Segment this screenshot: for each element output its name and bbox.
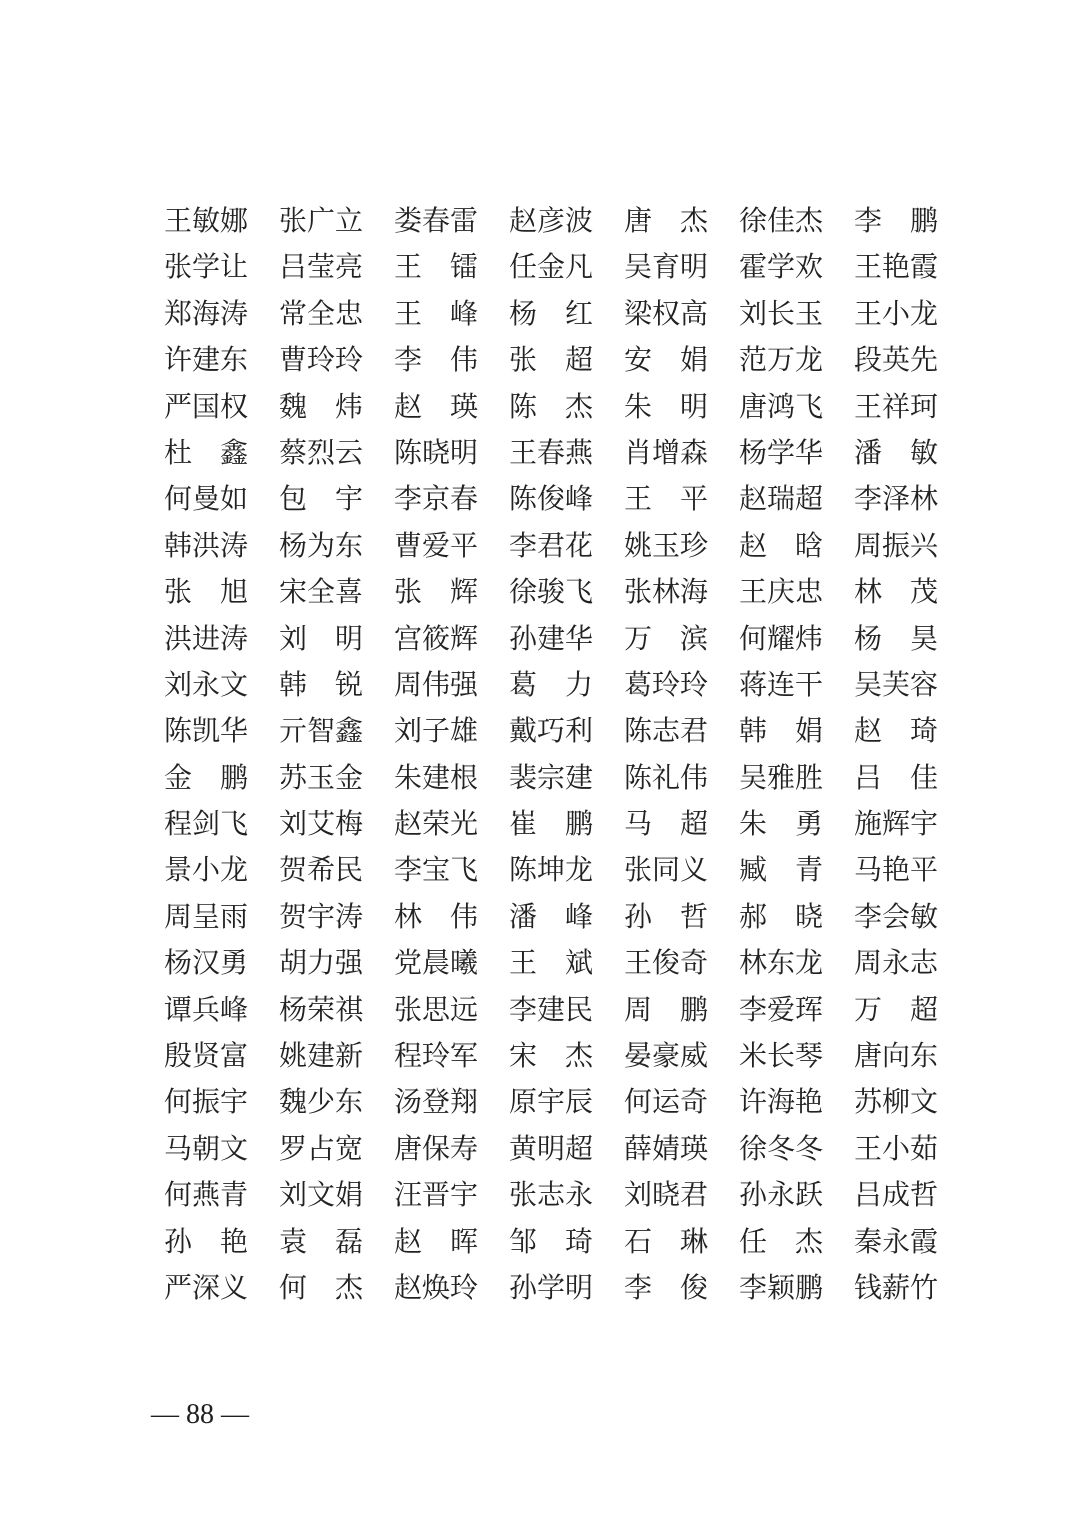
name-cell: 原宇辰	[509, 1087, 594, 1119]
name-cell: 张 超	[509, 345, 594, 377]
name-cell: 李 俊	[624, 1272, 709, 1304]
name-cell: 金 鹏	[164, 762, 249, 794]
name-cell: 霍学欢	[739, 252, 824, 284]
name-cell: 宫筱辉	[394, 623, 479, 655]
name-cell: 苏玉金	[279, 762, 364, 794]
name-cell: 赵 晖	[394, 1226, 479, 1258]
name-cell: 洪进涛	[164, 623, 249, 655]
name-cell: 殷贤富	[164, 1041, 249, 1073]
name-cell: 王小茹	[854, 1133, 939, 1165]
name-cell: 赵彦波	[509, 206, 594, 237]
name-cell: 孙建华	[509, 623, 594, 655]
name-cell: 邹 琦	[509, 1226, 594, 1258]
name-cell: 许建东	[164, 345, 249, 377]
name-cell: 贺宇涛	[279, 901, 364, 933]
name-cell: 刘子雄	[394, 716, 479, 748]
name-cell: 宋 杰	[509, 1041, 594, 1073]
name-cell: 陈 杰	[509, 391, 594, 423]
name-cell: 王敏娜	[164, 206, 249, 237]
name-cell: 谭兵峰	[164, 994, 249, 1026]
name-cell: 施辉宇	[854, 809, 939, 841]
name-cell: 陈凯华	[164, 716, 249, 748]
name-cell: 何曼如	[164, 484, 249, 516]
name-cell: 景小龙	[164, 855, 249, 887]
name-cell: 郝 晓	[739, 901, 824, 933]
name-cell: 潘 敏	[854, 437, 939, 469]
name-cell: 赵 琦	[854, 716, 939, 748]
name-cell: 杨 红	[509, 298, 594, 330]
name-cell: 赵荣光	[394, 809, 479, 841]
name-cell: 何振宇	[164, 1087, 249, 1119]
name-cell: 孙永跃	[739, 1180, 824, 1212]
name-cell: 姚玉珍	[624, 530, 709, 562]
name-cell: 王艳霞	[854, 252, 939, 284]
name-cell: 周伟强	[394, 669, 479, 701]
name-cell: 姚建新	[279, 1041, 364, 1073]
name-cell: 程玲军	[394, 1041, 479, 1073]
name-cell: 马朝文	[164, 1133, 249, 1165]
name-cell: 苏柳文	[854, 1087, 939, 1119]
name-cell: 万 滨	[624, 623, 709, 655]
name-cell: 汪晋宇	[394, 1180, 479, 1212]
name-cell: 杨学华	[739, 437, 824, 469]
name-cell: 戴巧利	[509, 716, 594, 748]
name-cell: 任金凡	[509, 252, 594, 284]
name-grid	[164, 199, 938, 1312]
name-cell: 林东龙	[739, 948, 824, 980]
name-cell: 张学让	[164, 252, 249, 284]
name-cell: 李会敏	[854, 901, 939, 933]
name-cell: 张 旭	[164, 577, 249, 609]
name-cell: 张广立	[279, 206, 364, 237]
name-cell: 薛婧瑛	[624, 1133, 709, 1165]
name-cell: 韩 娟	[739, 716, 824, 748]
name-cell: 刘长玉	[739, 298, 824, 330]
name-cell: 朱 明	[624, 391, 709, 423]
name-cell: 何运奇	[624, 1087, 709, 1119]
name-cell: 曹玲玲	[279, 345, 364, 377]
name-cell: 蔡烈云	[279, 437, 364, 469]
name-cell: 赵瑞超	[739, 484, 824, 516]
name-cell: 臧 青	[739, 855, 824, 887]
name-cell: 郑海涛	[164, 298, 249, 330]
name-cell: 常全忠	[279, 298, 364, 330]
name-cell: 潘 峰	[509, 901, 594, 933]
name-cell: 石 琳	[624, 1226, 709, 1258]
name-cell: 王 平	[624, 484, 709, 516]
name-cell: 魏少东	[279, 1087, 364, 1119]
name-cell: 唐 杰	[624, 206, 709, 237]
name-cell: 王 峰	[394, 298, 479, 330]
name-cell: 陈志君	[624, 716, 709, 748]
name-cell: 赵 晗	[739, 530, 824, 562]
name-cell: 晏豪威	[624, 1041, 709, 1073]
name-cell: 赵 瑛	[394, 391, 479, 423]
name-cell: 程剑飞	[164, 809, 249, 841]
name-cell: 周 鹏	[624, 994, 709, 1026]
name-cell: 周呈雨	[164, 901, 249, 933]
name-cell: 周振兴	[854, 530, 939, 562]
name-cell: 吕 佳	[854, 762, 939, 794]
name-cell: 王俊奇	[624, 948, 709, 980]
name-cell: 张林海	[624, 577, 709, 609]
page-number: — 88 —	[151, 1399, 249, 1430]
name-cell: 马 超	[624, 809, 709, 841]
name-cell: 李泽林	[854, 484, 939, 516]
name-cell: 党晨曦	[394, 948, 479, 980]
name-cell: 林 伟	[394, 901, 479, 933]
name-cell: 孙 艳	[164, 1226, 249, 1258]
name-cell: 何耀炜	[739, 623, 824, 655]
name-cell: 杨 昊	[854, 623, 939, 655]
name-cell: 亓智鑫	[279, 716, 364, 748]
name-cell: 王庆忠	[739, 577, 824, 609]
name-cell: 朱 勇	[739, 809, 824, 841]
name-cell: 刘文娟	[279, 1180, 364, 1212]
name-cell: 严深义	[164, 1272, 249, 1304]
name-cell: 王春燕	[509, 437, 594, 469]
name-cell: 刘晓君	[624, 1180, 709, 1212]
name-cell: 吕莹亮	[279, 252, 364, 284]
name-cell: 李颖鹏	[739, 1272, 824, 1304]
name-cell: 何 杰	[279, 1272, 364, 1304]
name-cell: 李宝飞	[394, 855, 479, 887]
name-cell: 罗占宽	[279, 1133, 364, 1165]
name-cell: 王 斌	[509, 948, 594, 980]
name-cell: 孙 哲	[624, 901, 709, 933]
name-cell: 李 鹏	[854, 206, 939, 237]
name-cell: 杜 鑫	[164, 437, 249, 469]
name-cell: 李君花	[509, 530, 594, 562]
name-cell: 杨为东	[279, 530, 364, 562]
name-cell: 韩洪涛	[164, 530, 249, 562]
name-cell: 范万龙	[739, 345, 824, 377]
name-cell: 吕成哲	[854, 1180, 939, 1212]
name-cell: 陈礼伟	[624, 762, 709, 794]
name-cell: 赵焕玲	[394, 1272, 479, 1304]
name-cell: 陈坤龙	[509, 855, 594, 887]
name-cell: 陈俊峰	[509, 484, 594, 516]
name-cell: 梁权高	[624, 298, 709, 330]
name-cell: 袁 磊	[279, 1226, 364, 1258]
name-cell: 黄明超	[509, 1133, 594, 1165]
name-cell: 王 镭	[394, 252, 479, 284]
name-cell: 魏 炜	[279, 391, 364, 423]
name-cell: 万 超	[854, 994, 939, 1026]
name-cell: 刘 明	[279, 623, 364, 655]
name-cell: 钱薪竹	[854, 1272, 939, 1304]
name-cell: 周永志	[854, 948, 939, 980]
name-cell: 张思远	[394, 994, 479, 1026]
name-cell: 张 辉	[394, 577, 479, 609]
name-cell: 孙学明	[509, 1272, 594, 1304]
name-cell: 李爱珲	[739, 994, 824, 1026]
name-cell: 李京春	[394, 484, 479, 516]
name-cell: 朱建根	[394, 762, 479, 794]
name-cell: 肖增森	[624, 437, 709, 469]
name-cell: 葛 力	[509, 669, 594, 701]
name-cell: 秦永霞	[854, 1226, 939, 1258]
name-cell: 张志永	[509, 1180, 594, 1212]
name-cell: 杨荣祺	[279, 994, 364, 1026]
name-cell: 段英先	[854, 345, 939, 377]
name-cell: 张同义	[624, 855, 709, 887]
name-cell: 吴育明	[624, 252, 709, 284]
name-cell: 王小龙	[854, 298, 939, 330]
name-cell: 米长琴	[739, 1041, 824, 1073]
name-cell: 韩 锐	[279, 669, 364, 701]
name-cell: 何燕青	[164, 1180, 249, 1212]
name-cell: 许海艳	[739, 1087, 824, 1119]
name-cell: 王祥珂	[854, 391, 939, 423]
name-cell: 娄春雷	[394, 206, 479, 237]
name-cell: 徐佳杰	[739, 206, 824, 237]
name-cell: 杨汉勇	[164, 948, 249, 980]
name-cell: 任 杰	[739, 1226, 824, 1258]
name-cell: 包 宇	[279, 484, 364, 516]
name-cell: 陈晓明	[394, 437, 479, 469]
name-cell: 汤登翔	[394, 1087, 479, 1119]
name-cell: 马艳平	[854, 855, 939, 887]
name-cell: 吴芙容	[854, 669, 939, 701]
name-cell: 林 茂	[854, 577, 939, 609]
name-cell: 贺希民	[279, 855, 364, 887]
name-cell: 蒋连干	[739, 669, 824, 701]
name-cell: 李建民	[509, 994, 594, 1026]
name-cell: 葛玲玲	[624, 669, 709, 701]
name-cell: 徐冬冬	[739, 1133, 824, 1165]
name-cell: 安 娟	[624, 345, 709, 377]
name-cell: 曹爱平	[394, 530, 479, 562]
name-cell: 吴雅胜	[739, 762, 824, 794]
name-cell: 裴宗建	[509, 762, 594, 794]
name-cell: 唐向东	[854, 1041, 939, 1073]
name-cell: 刘艾梅	[279, 809, 364, 841]
name-cell: 唐鸿飞	[739, 391, 824, 423]
name-cell: 刘永文	[164, 669, 249, 701]
name-cell: 崔 鹏	[509, 809, 594, 841]
name-cell: 李 伟	[394, 345, 479, 377]
name-cell: 严国权	[164, 391, 249, 423]
name-cell: 唐保寿	[394, 1133, 479, 1165]
name-cell: 胡力强	[279, 948, 364, 980]
name-cell: 徐骏飞	[509, 577, 594, 609]
name-cell: 宋全喜	[279, 577, 364, 609]
